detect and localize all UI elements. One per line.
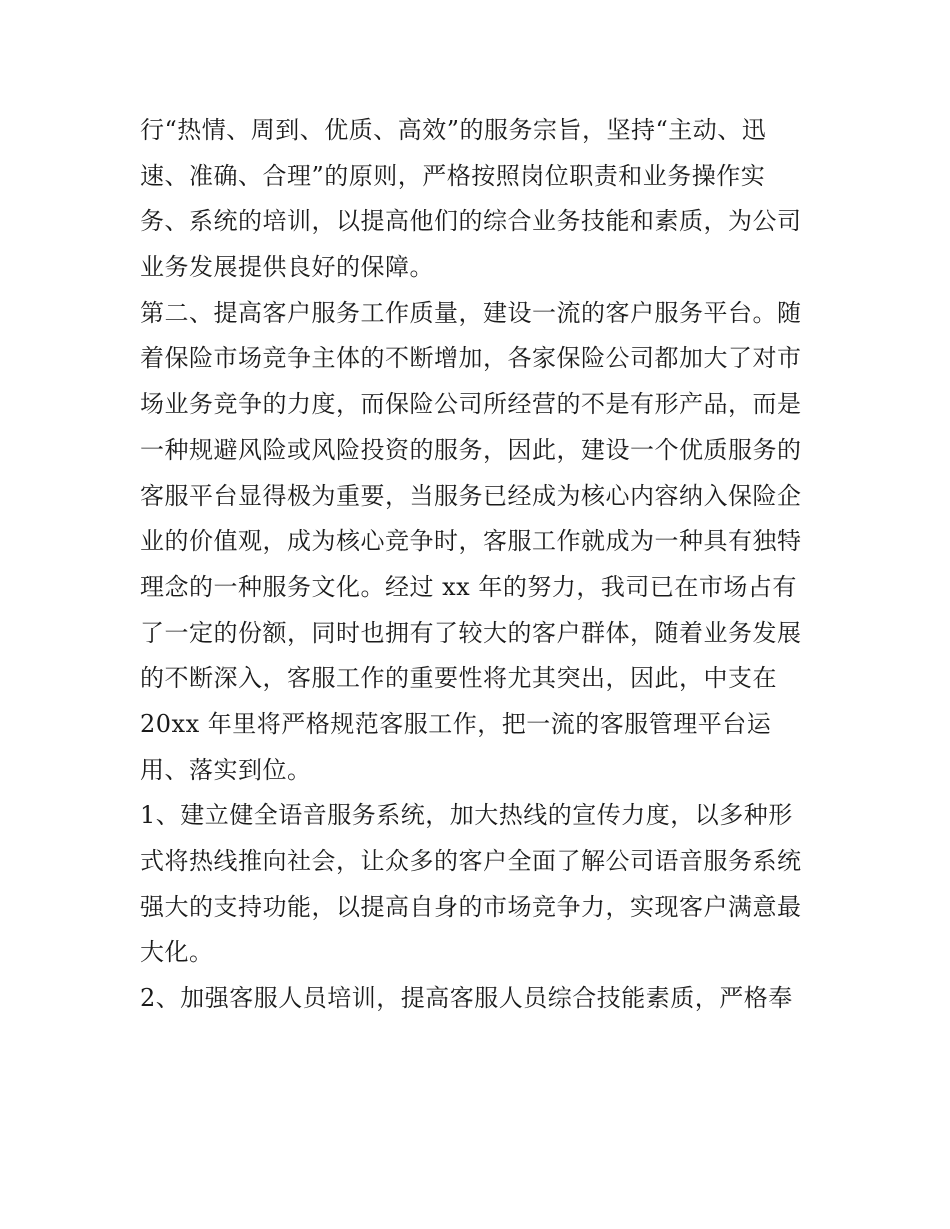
text-line: 业务发展提供良好的保障。 — [140, 253, 434, 282]
text-line: 速、准确、合理”的原则，严格按照岗位职责和业务操作实 — [140, 161, 766, 190]
text-line: 用、落实到位。 — [140, 755, 312, 784]
text-line: 了一定的份额，同时也拥有了较大的客户群体，随着业务发展 — [140, 618, 802, 647]
text-line: 20xx 年里将严格规范客服工作，把一流的客服管理平台运 — [140, 709, 772, 738]
text-line: 理念的一种服务文化。经过 xx 年的努力，我司已在市场占有 — [140, 572, 797, 601]
text-line: 行“热情、周到、优质、高效”的服务宗旨，坚持“主动、迅 — [140, 116, 767, 144]
text-line: 大化。 — [140, 938, 214, 967]
text-line: 客服平台显得极为重要，当服务已经成为核心内容纳入保险企 — [140, 481, 802, 510]
list-item-line: 2、加强客服人员培训，提高客服人员综合技能素质，严格奉 — [140, 984, 793, 1013]
text-line: 的不断深入，客服工作的重要性将尤其突出，因此，中支在 — [140, 664, 777, 693]
text-line: 务、系统的培训，以提高他们的综合业务技能和素质，为公司 — [140, 207, 802, 236]
text-line: 着保险市场竞争主体的不断增加，各家保险公司都加大了对市 — [140, 344, 802, 373]
section-heading-line: 第二、提高客户服务工作质量，建设一流的客户服务平台。随 — [140, 298, 802, 327]
document-body — [140, 108, 830, 1022]
text-line: 一种规避风险或风险投资的服务，因此，建设一个优质服务的 — [140, 435, 802, 464]
list-item-line: 1、建立健全语音服务系统，加大热线的宣传力度，以多种形 — [140, 801, 793, 830]
text-line: 业的价值观，成为核心竞争时，客服工作就成为一种具有独特 — [140, 527, 802, 556]
text-line: 式将热线推向社会，让众多的客户全面了解公司语音服务系统 — [140, 847, 802, 875]
text-line: 强大的支持功能，以提高自身的市场竞争力，实现客户满意最 — [140, 892, 802, 921]
text-line: 场业务竞争的力度，而保险公司所经营的不是有形产品，而是 — [140, 390, 802, 419]
